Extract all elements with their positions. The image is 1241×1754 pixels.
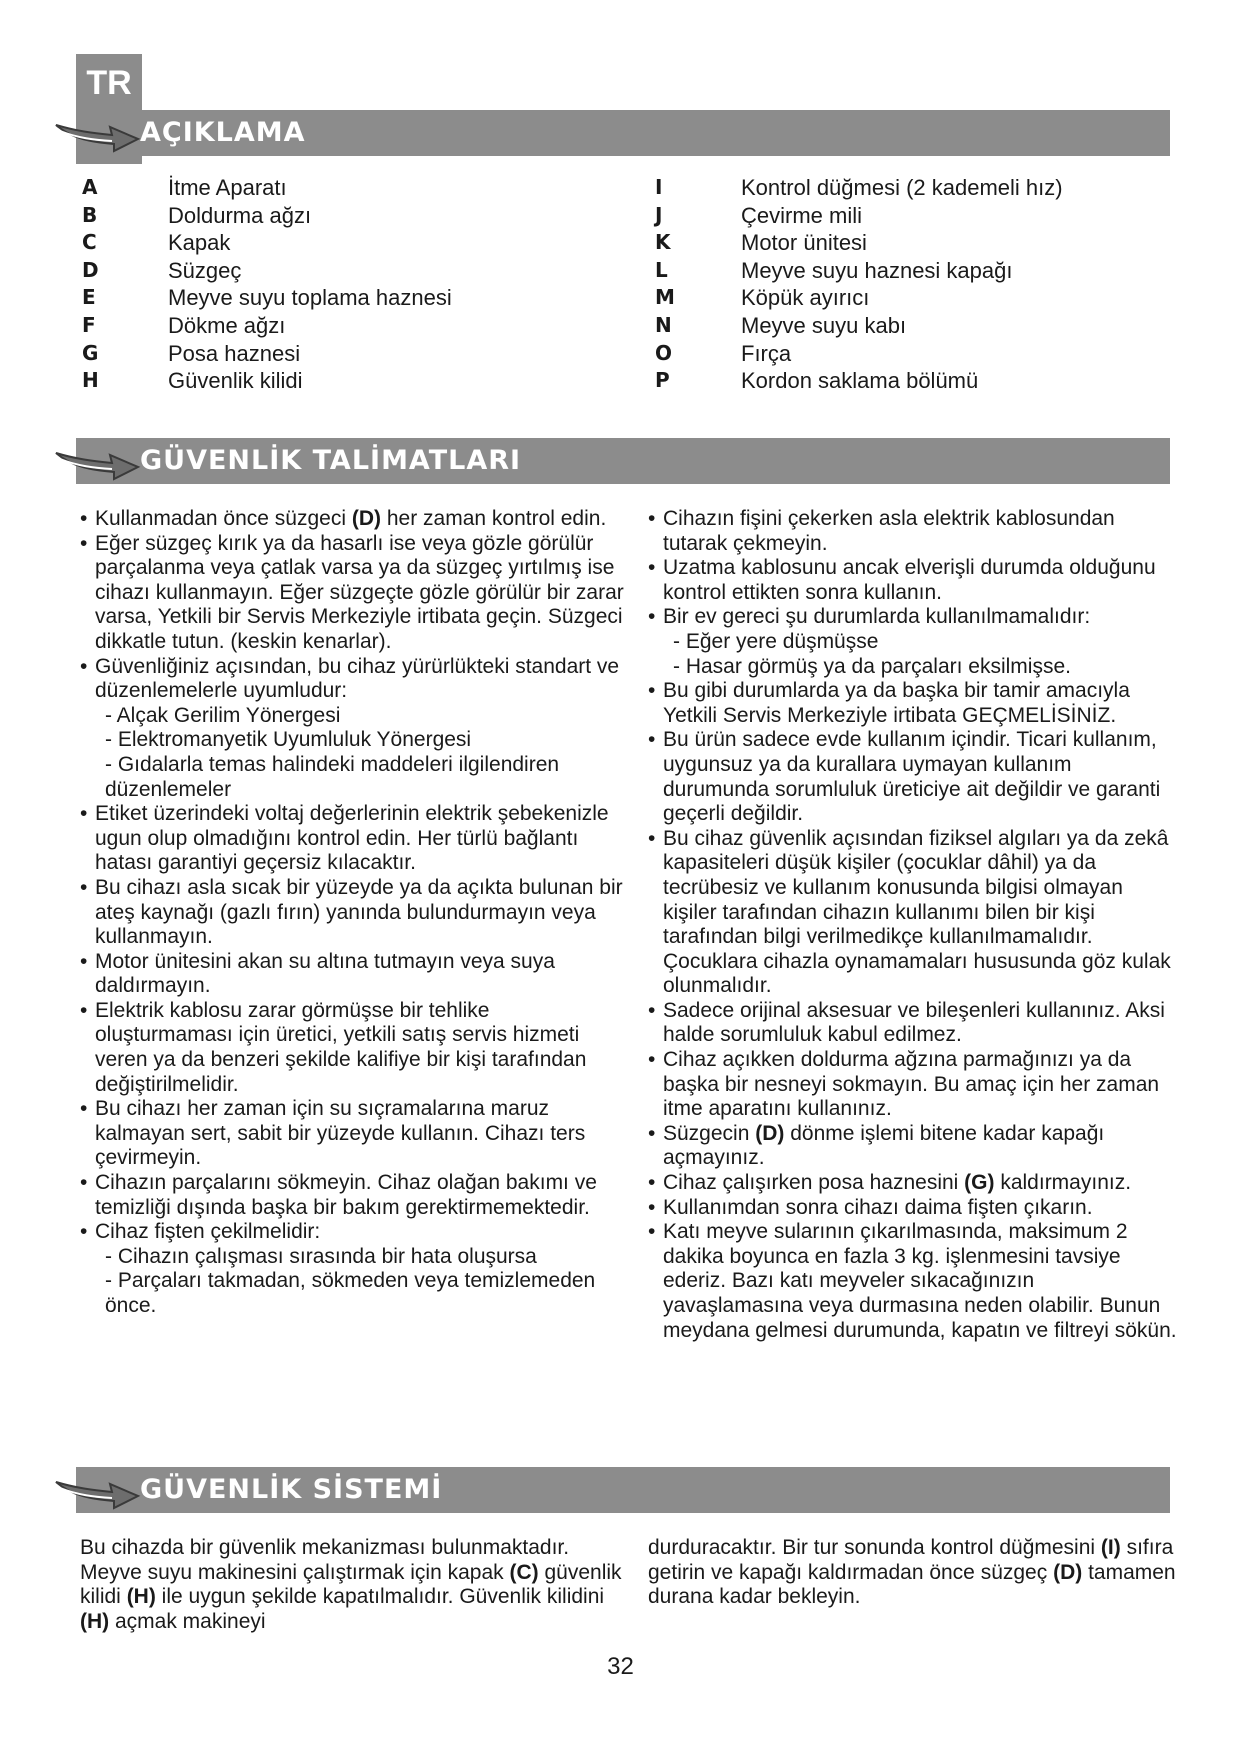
part-letter: H (82, 368, 99, 393)
part-letter: L (655, 257, 668, 282)
list-item: • Cihaz çalışırken posa haznesini (G) kaldırmayınız. (648, 1171, 1178, 1196)
arrow-icon (52, 1468, 142, 1512)
sub-item: - Elektromanyetik Uyumluluk Yönergesi (105, 728, 472, 752)
part-name: Meyve suyu toplama haznesi (168, 285, 452, 311)
list-item: • Bu cihazı her zaman için su sıçramalarına maruz kalmayan sert, sabit bir yüzeyde kullanın. Cihazı ters çevirmeyin. (80, 1097, 626, 1171)
safety-column-right (648, 507, 1178, 1343)
part-row (655, 257, 1063, 285)
part-name: Doldurma ağzı (168, 202, 312, 228)
part-row (82, 367, 452, 395)
part-name: Posa haznesi (168, 340, 301, 366)
part-row (82, 174, 452, 202)
system-column-left (80, 1536, 626, 1634)
part-name: Kontrol düğmesi (2 kademeli hız) (741, 175, 1063, 200)
part-row (82, 340, 452, 368)
sub-item: - Gıdalarla temas halindeki maddeleri ilgilendiren düzenlemeler (105, 752, 560, 801)
part-name: Dökme ağzı (168, 312, 286, 338)
list-item: • Güvenliğiniz açısından, bu cihaz yürürlükteki standart ve düzenlemelerle uyumludur: (80, 655, 626, 704)
part-row (655, 174, 1063, 202)
part-row (82, 284, 452, 312)
list-item: • Kullanımdan sonra cihazı daima fişten çıkarın. (648, 1196, 1178, 1221)
part-row (655, 202, 1063, 230)
part-letter: J (655, 202, 663, 227)
part-letter: O (655, 340, 673, 365)
part-letter: G (82, 340, 99, 365)
list-item: • Cihazın parçalarını sökmeyin. Cihaz olağan bakımı ve temizliği dışında başka bir bakım gerektirmemektedir. (80, 1171, 626, 1220)
list-item: • Cihaz açıkken doldurma ağzına parmağınızı ya da başka bir nesneyi sokmayın. Bu amaç için her zaman itme aparatını kullanınız. (648, 1048, 1178, 1122)
list-item: • Bu gibi durumlarda ya da başka bir tamir amacıyla Yetkili Servis Merkeziyle irtibata GEÇMELİSİNİZ. (648, 679, 1178, 728)
part-letter: I (655, 175, 663, 199)
list-item: • Elektrik kablosu zarar görmüşse bir tehlike oluşturmaması için üretici, yetkili satış servis hizmeti veren ya da benzeri şekilde kalifiye bir kişi tarafından değiştirilmelidir. (80, 999, 626, 1097)
part-row (655, 284, 1063, 312)
part-row (82, 257, 452, 285)
section-header-safety (76, 438, 1170, 484)
part-row (655, 229, 1063, 257)
part-name: Çevirme mili (741, 202, 862, 228)
part-row (655, 367, 1063, 395)
paragraph: durduracaktır. Bir tur sonunda kontrol düğmesini (I) sıfıra getirin ve kapağı kaldırmadan önce süzgeç (D) tamamen durana kadar bekleyin. (648, 1536, 1176, 1609)
arrow-icon (52, 111, 142, 155)
part-letter: K (655, 230, 671, 255)
part-letter: E (82, 285, 96, 310)
part-name: İtme Aparatı (168, 175, 287, 200)
list-item: • Cihaz fişten çekilmelidir: (80, 1220, 626, 1245)
part-name: Köpük ayırıcı (741, 285, 870, 311)
part-letter: P (655, 368, 670, 393)
arrow-icon (52, 439, 142, 483)
page-number: 32 (607, 1653, 634, 1680)
list-item: • Sadece orijinal aksesuar ve bileşenleri kullanınız. Aksi halde sorumluluk kabul edilmez. (648, 999, 1178, 1048)
parts-list-left (82, 174, 452, 395)
system-column-right (648, 1536, 1178, 1610)
part-name: Kapak (168, 230, 231, 256)
list-item: • Cihazın fişini çekerken asla elektrik kablosundan tutarak çekmeyin. (648, 507, 1178, 556)
section-title: AÇIKLAMA (140, 117, 306, 148)
part-name: Fırça (741, 340, 792, 366)
section-title: GÜVENLİK SİSTEMİ (140, 1474, 443, 1505)
part-name: Meyve suyu kabı (741, 312, 907, 338)
list-item: • Bu ürün sadece evde kullanım içindir. Ticari kullanım, uygunsuz ya da kurallara uymayan kullanım durumunda sorumluluk üreticiye ait değildir ve garanti geçerli değildir. (648, 728, 1178, 826)
sub-item: - Alçak Gerilim Yönergesi (105, 703, 341, 727)
section-header-description (76, 110, 1170, 156)
part-letter: A (82, 175, 98, 199)
part-letter: M (655, 285, 675, 310)
part-name: Motor ünitesi (741, 230, 867, 256)
list-item: • Eğer süzgeç kırık ya da hasarlı ise veya gözle görülür parçalanma veya çatlak varsa ya da süzgeç yırtılmış ise cihazı kullanmayın. Eğer süzgeçte gözle görülür bir zarar varsa, Yetkili bir Servis Merkeziyle irtibata geçin. Süzgeci dikkatle tutun. (keskin kenarlar). (80, 532, 626, 655)
sub-item: - Hasar görmüş ya da parçaları eksilmişse. (673, 654, 1071, 678)
list-item: • Uzatma kablosunu ancak elverişli durumda olduğunu kontrol ettikten sonra kullanın. (648, 556, 1178, 605)
list-item: • Motor ünitesini akan su altına tutmayın veya suya daldırmayın. (80, 950, 626, 999)
list-item: • Katı meyve sularının çıkarılmasında, maksimum 2 dakika boyunca en fazla 3 kg. işlenmesini tavsiye ederiz. Bazı katı meyveler sıkacağınızın yavaşlamasına veya durmasına neden olabilir. Bunun meydana gelmesi durumunda, kapatın ve filtreyi sökün. (648, 1220, 1178, 1343)
list-item: • Bu cihazı asla sıcak bir yüzeyde ya da açıkta bulunan bir ateş kaynağı (gazlı fırın) yanında bulundurmayın veya kullanmayın. (80, 876, 626, 950)
part-letter: D (82, 257, 99, 282)
list-item: • Bu cihaz güvenlik açısından fiziksel algıları ya da zekâ kapasiteleri düşük kişiler (çocuklar dâhil) ya da tecrübesiz ve kullanım konusunda bilgisi olmayan kişiler tarafından cihazın kullanımı bilen bir kişi tarafından bilgi verilmedikçe kullanılmamalıdır. Çocuklara cihazla oynamamaları hususunda göz kulak olunmalıdır. (648, 827, 1178, 999)
parts-list-right (655, 174, 1063, 395)
section-header-system (76, 1467, 1170, 1513)
part-row (82, 312, 452, 340)
list-item: • Bir ev gereci şu durumlarda kullanılmamalıdır: (648, 605, 1178, 630)
sub-item: - Eğer yere düşmüşse (673, 629, 879, 653)
list-item: • Süzgecin (D) dönme işlemi bitene kadar kapağı açmayınız. (648, 1122, 1178, 1171)
sub-item: - Parçaları takmadan, sökmeden veya temizlemeden önce. (105, 1269, 596, 1317)
safety-column-left (80, 507, 626, 1319)
list-item: • Etiket üzerindeki voltaj değerlerinin elektrik şebekenizle ugun olup olmadığını kontrol edin. Her türlü bağlantı hatası garantiyi geçersiz kılacaktır. (80, 802, 626, 876)
part-name: Süzgeç (168, 257, 242, 283)
part-name: Kordon saklama bölümü (741, 368, 979, 394)
part-letter: F (82, 312, 96, 337)
section-title: GÜVENLİK TALİMATLARI (140, 445, 522, 476)
part-row (82, 229, 452, 257)
part-row (82, 202, 452, 230)
sub-item: - Cihazın çalışması sırasında bir hata oluşursa (105, 1244, 537, 1268)
part-name: Güvenlik kilidi (168, 368, 303, 394)
paragraph: Bu cihazda bir güvenlik mekanizması bulunmaktadır. Meyve suyu makinesini çalıştırmak için kapak (C) güvenlik kilidi (H) ile uygun şekilde kapatılmalıdır. Güvenlik kilidini (H) açmak makineyi (80, 1536, 622, 1633)
list-item: • Kullanmadan önce süzgeci (D) her zaman kontrol edin. (80, 507, 626, 532)
part-name: Meyve suyu haznesi kapağı (741, 257, 1013, 283)
part-row (655, 312, 1063, 340)
part-row (655, 340, 1063, 368)
part-letter: C (82, 230, 97, 255)
part-letter: N (655, 312, 672, 337)
language-tab: TR (76, 54, 142, 164)
part-letter: B (82, 202, 98, 227)
